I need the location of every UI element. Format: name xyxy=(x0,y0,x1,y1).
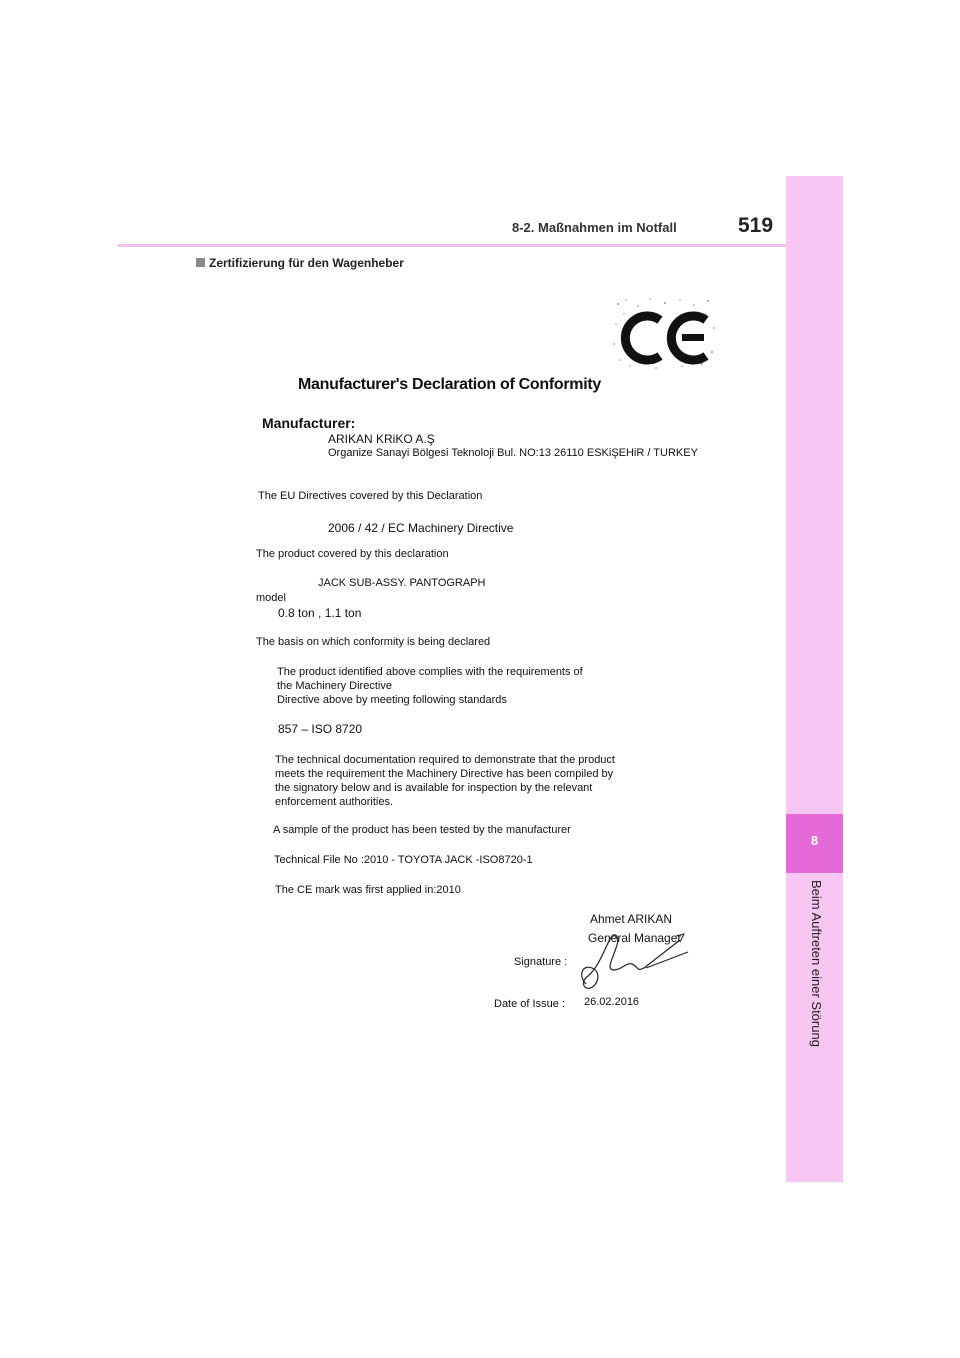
techdoc-line-3: the signatory below and is available for inspection by the relevant xyxy=(275,782,593,794)
page-number: 519 xyxy=(738,214,774,237)
manufacturer-address: Organize Sanayi Bölgesi Teknoloji Bul. NO:13 26110 ESKiŞEHiR / TURKEY xyxy=(328,447,698,459)
compliance-line-3: Directive above by meeting following standards xyxy=(277,694,507,706)
product-heading: The product covered by this declaration xyxy=(256,548,449,560)
compliance-line-1: The product identified above complies with the requirements of xyxy=(277,666,583,678)
ce-mark xyxy=(610,294,720,372)
techdoc-line-1: The technical documentation required to demonstrate that the product xyxy=(275,754,615,766)
basis-heading: The basis on which conformity is being declared xyxy=(256,636,491,648)
sample-statement: A sample of the product has been tested by the manufacturer xyxy=(273,824,571,836)
signatory-title: General Manager xyxy=(588,931,682,945)
manufacturer-label: Manufacturer: xyxy=(262,415,356,431)
techdoc-line-2: meets the requirement the Machinery Directive has been compiled by xyxy=(275,768,614,780)
product-name: JACK SUB-ASSY. PANTOGRAPH xyxy=(318,577,486,589)
signature-mark xyxy=(576,924,696,994)
technical-documentation xyxy=(275,753,615,809)
chapter-label: Beim Auftreten einer Störung xyxy=(809,880,824,1047)
subsection-heading xyxy=(196,256,404,270)
technical-file: Technical File No :2010 - TOYOTA JACK -ISO8720-1 xyxy=(274,854,533,866)
manufacturer-name: ARIKAN KRiKO A.Ş xyxy=(328,432,435,446)
signature-label: Signature : xyxy=(514,956,568,968)
techdoc-line-4: enforcement authorities. xyxy=(275,796,394,808)
chapter-label-wrap xyxy=(804,880,824,1170)
ce-first-applied: The CE mark was first applied in:2010 xyxy=(275,884,461,896)
subsection-title: Zertifizierung für den Wagenheber xyxy=(209,256,404,270)
standard: 857 – ISO 8720 xyxy=(278,722,363,736)
directive: 2006 / 42 / EC Machinery Directive xyxy=(328,521,514,535)
declaration-title: Manufacturer's Declaration of Conformity xyxy=(298,376,601,393)
square-bullet-icon xyxy=(196,258,205,267)
date-value: 26.02.2016 xyxy=(584,996,640,1008)
date-label: Date of Issue : xyxy=(494,998,565,1010)
chapter-number: 8 xyxy=(810,833,819,848)
header-rule xyxy=(118,244,786,247)
signatory-name: Ahmet ARIKAN xyxy=(590,912,673,926)
compliance-statement xyxy=(277,665,583,707)
section-title: 8-2. Maßnahmen im Notfall xyxy=(512,220,677,235)
compliance-line-2: the Machinery Directive xyxy=(277,680,392,692)
model-label: model xyxy=(256,592,286,604)
eu-directives-heading: The EU Directives covered by this Declaration xyxy=(258,490,483,502)
model-values: 0.8 ton , 1.1 ton xyxy=(278,606,362,620)
